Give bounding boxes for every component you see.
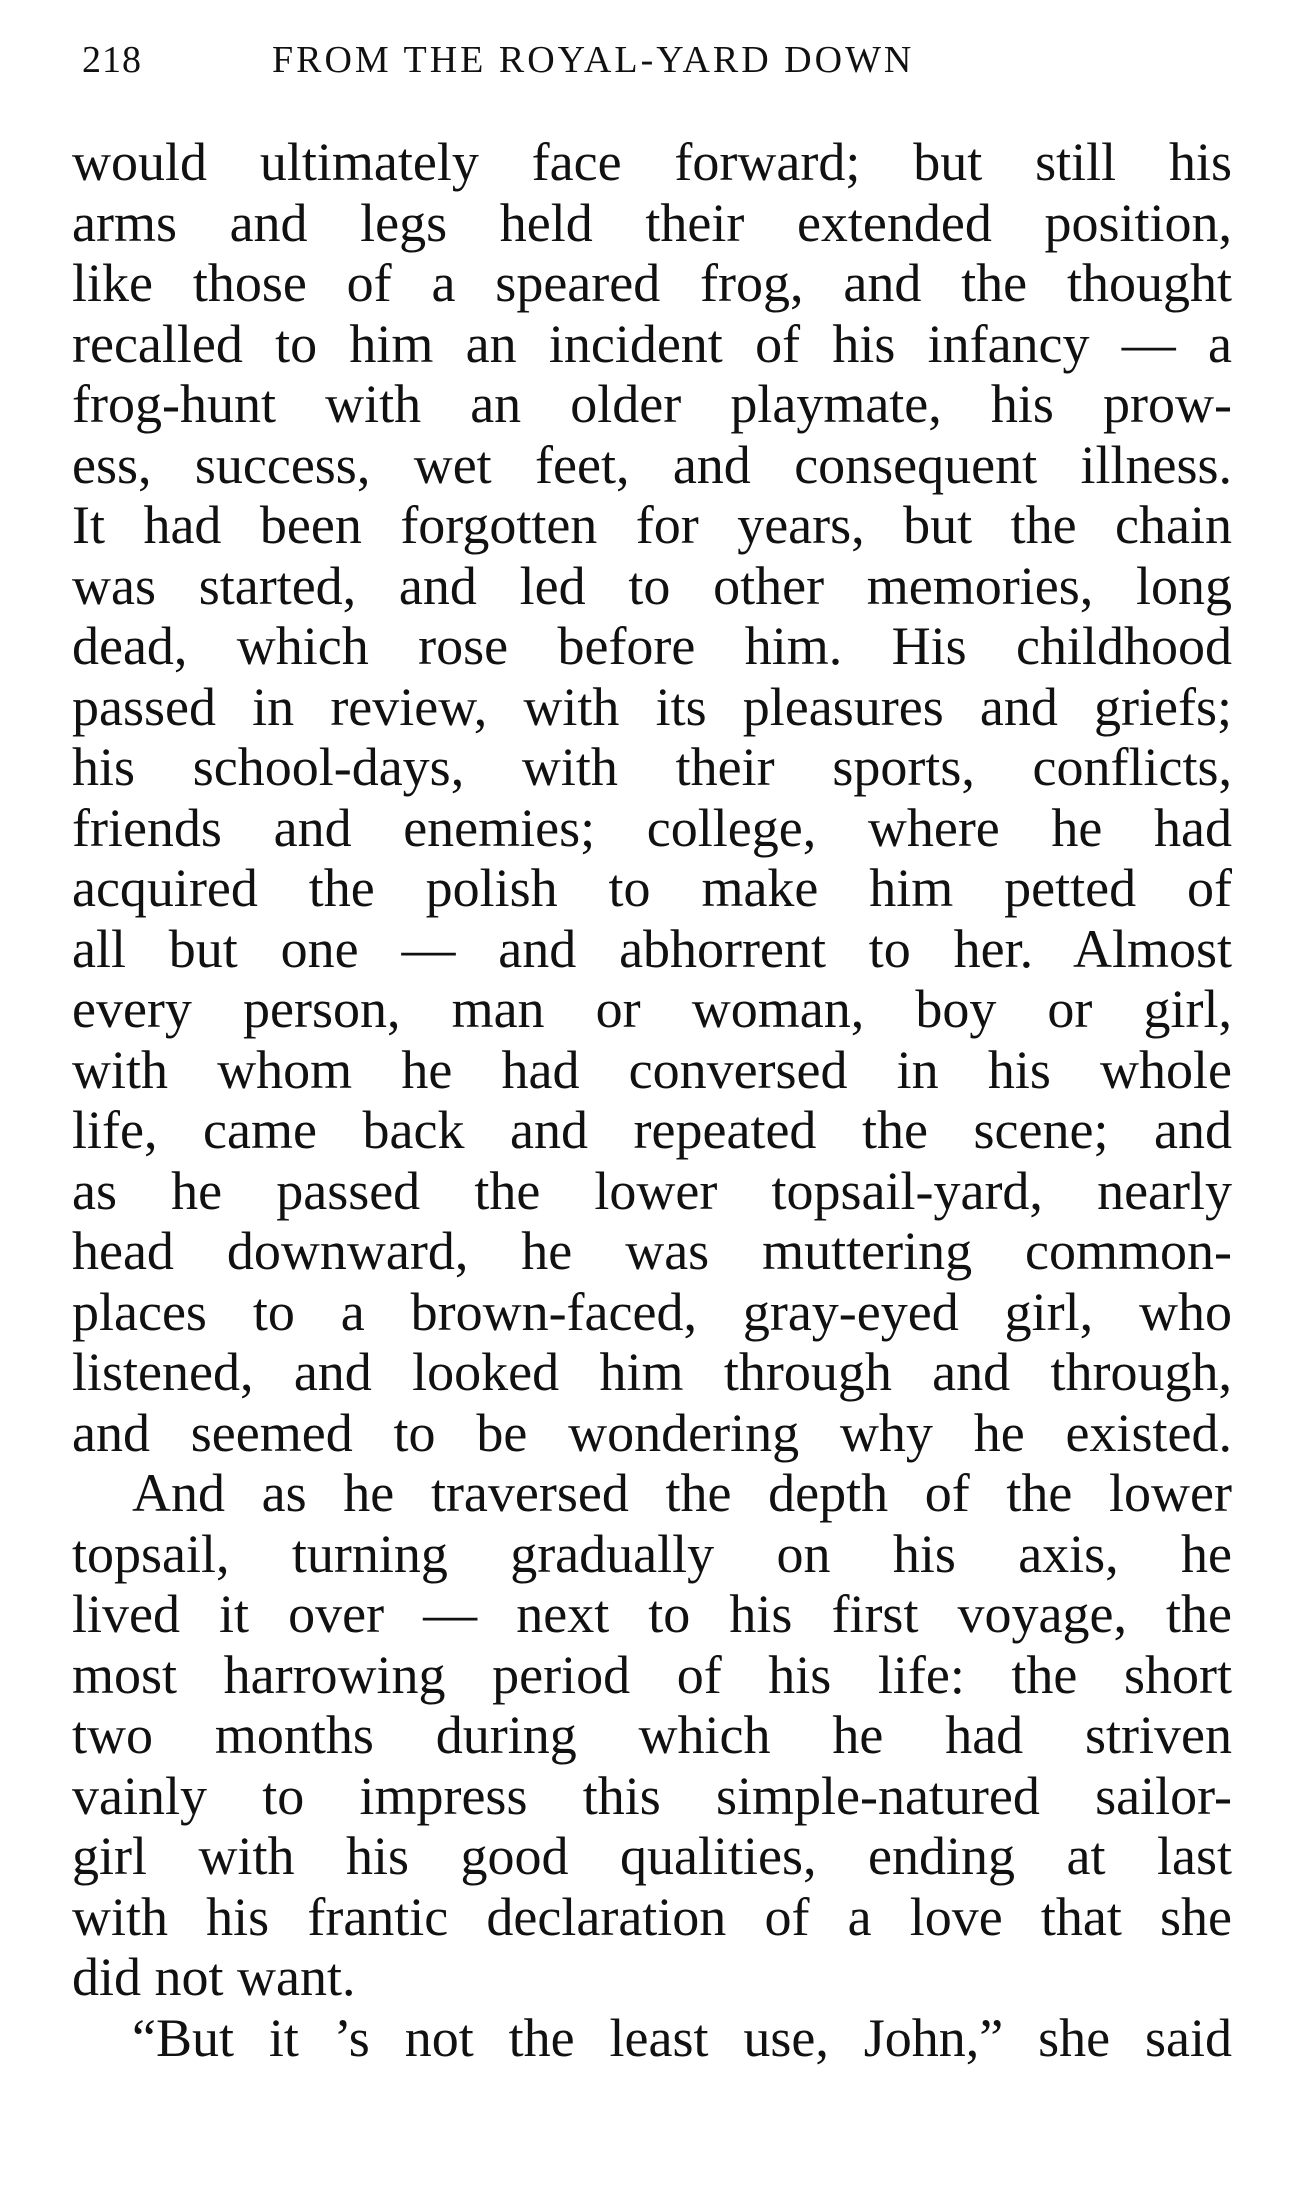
- text-line: places to a brown-faced, gray-eyed girl, who: [72, 1281, 1232, 1342]
- text-line: with his frantic declaration of a love that she: [72, 1886, 1232, 1947]
- text-line: and seemed to be wondering why he existed.: [72, 1402, 1232, 1463]
- text-line: frog-hunt with an older playmate, his prow-: [72, 374, 1232, 434]
- page-number: 218: [82, 39, 142, 81]
- text-line: recalled to him an incident of his infancy — a: [72, 313, 1232, 374]
- body-text: [72, 132, 1232, 2068]
- text-line: passed in review, with its pleasures and griefs;: [72, 676, 1232, 737]
- text-line: his school-days, with their sports, conflicts,: [72, 737, 1232, 797]
- text-line: like those of a speared frog, and the thought: [72, 253, 1232, 313]
- text-line: lived it over — next to his first voyage, the: [72, 1584, 1232, 1644]
- paragraph-start-line: And as he traversed the depth of the lower: [132, 1463, 1232, 1523]
- text-line: topsail, turning gradually on his axis, he: [72, 1523, 1232, 1584]
- paragraph-end-line: did not want.: [72, 1947, 356, 2007]
- text-line: life, came back and repeated the scene; and: [72, 1100, 1232, 1160]
- text-line: as he passed the lower topsail-yard, nearly: [72, 1160, 1232, 1221]
- text-line: was started, and led to other memories, long: [72, 555, 1232, 616]
- text-line: would ultimately face forward; but still his: [72, 132, 1232, 192]
- text-line: two months during which he had striven: [72, 1705, 1232, 1765]
- text-line: most harrowing period of his life: the short: [72, 1644, 1232, 1705]
- text-line: vainly to impress this simple-natured sailor-: [72, 1765, 1232, 1826]
- text-line: dead, which rose before him. His childhood: [72, 616, 1232, 676]
- text-line: all but one — and abhorrent to her. Almost: [72, 918, 1232, 979]
- text-line: every person, man or woman, boy or girl,: [72, 979, 1232, 1039]
- text-line: ess, success, wet feet, and consequent illness.: [72, 434, 1232, 495]
- text-line: head downward, he was muttering common-: [72, 1221, 1232, 1281]
- text-line: friends and enemies; college, where he had: [72, 797, 1232, 858]
- running-title: FROM THE ROYAL-YARD DOWN: [272, 39, 915, 81]
- running-header: [82, 38, 1232, 88]
- text-line: with whom he had conversed in his whole: [72, 1039, 1232, 1100]
- text-line: acquired the polish to make him petted of: [72, 858, 1232, 918]
- text-line: listened, and looked him through and through,: [72, 1342, 1232, 1402]
- text-line: girl with his good qualities, ending at last: [72, 1826, 1232, 1886]
- paragraph-start-line: “But it ’s not the least use, John,” she said: [132, 2007, 1232, 2068]
- text-line: arms and legs held their extended position,: [72, 192, 1232, 253]
- text-line: It had been forgotten for years, but the chain: [72, 495, 1232, 555]
